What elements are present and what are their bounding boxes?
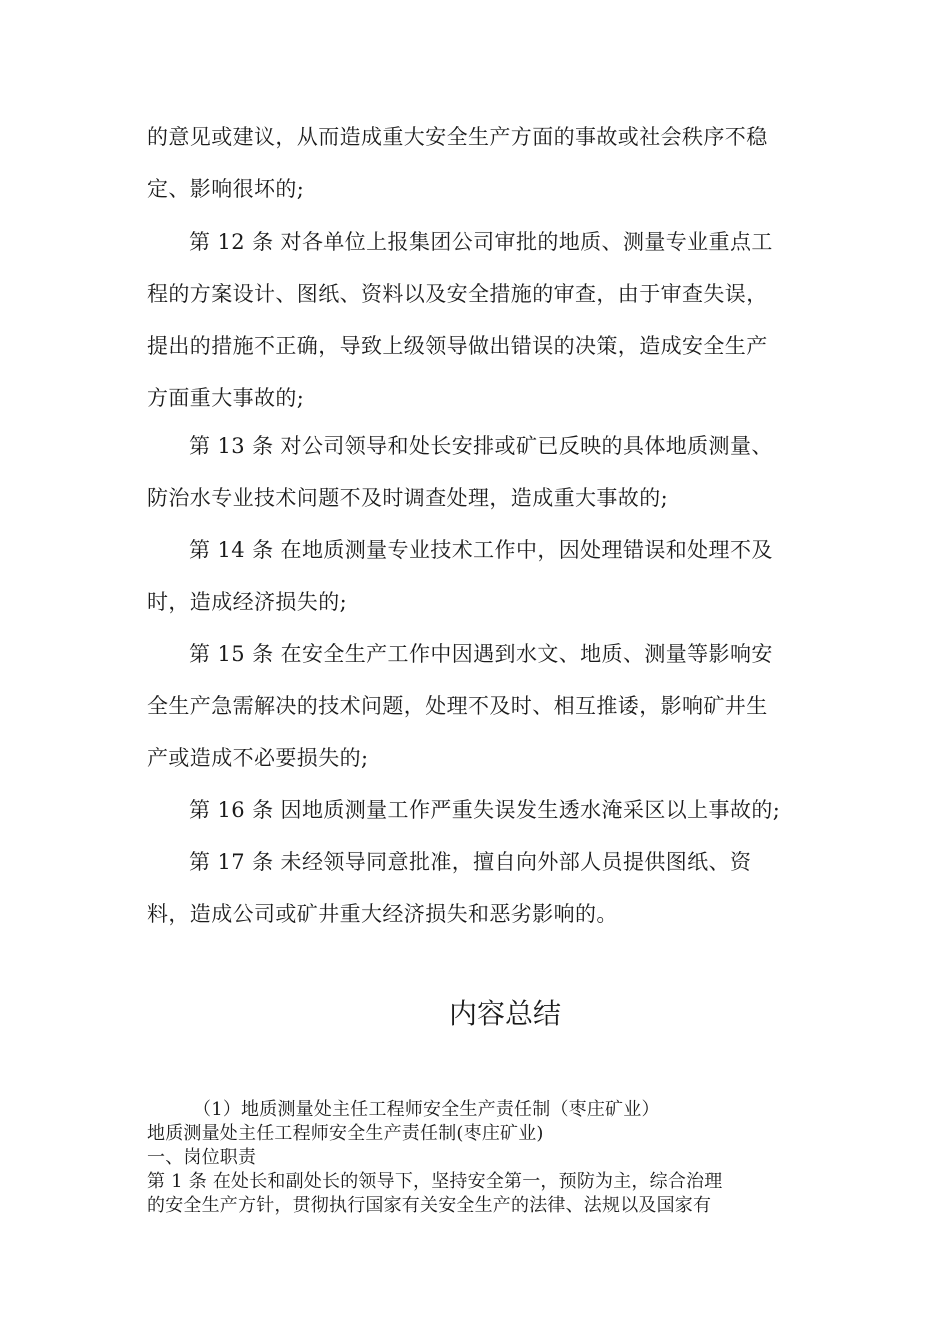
article-1-line: 第 1 条 在处长和副处长的领导下，坚持安全第一，预防为主，综合治理 — [147, 1171, 723, 1192]
paragraph-line: 产或造成不必要损失的; — [147, 746, 369, 770]
summary-subtitle: （1）地质测量处主任工程师安全生产责任制（枣庄矿业） — [193, 1099, 660, 1120]
paragraph-line: 的安全生产方针，贯彻执行国家有关安全生产的法律、法规以及国家有 — [147, 1195, 712, 1216]
paragraph-line: 定、影响很坏的; — [147, 177, 305, 201]
paragraph-line: 提出的措施不正确，导致上级领导做出错误的决策，造成安全生产 — [147, 334, 768, 358]
paragraph-line: 防治水专业技术问题不及时调查处理，造成重大事故的; — [147, 486, 669, 510]
article-13-line: 第 13 条 对公司领导和处长安排或矿已反映的具体地质测量、 — [189, 434, 773, 458]
paragraph-line: 时，造成经济损失的; — [147, 590, 348, 614]
article-14-line: 第 14 条 在地质测量专业技术工作中，因处理错误和处理不及 — [189, 538, 773, 562]
paragraph-line: 方面重大事故的; — [147, 386, 305, 410]
section-heading: 一、岗位职责 — [147, 1147, 257, 1168]
article-16-line: 第 16 条 因地质测量工作严重失误发生透水淹采区以上事故的; — [189, 798, 781, 822]
paragraph-line: 程的方案设计、图纸、资料以及安全措施的审查，由于审查失误， — [147, 282, 768, 306]
article-17-line: 第 17 条 未经领导同意批准，擅自向外部人员提供图纸、资 — [189, 850, 752, 874]
paragraph-line: 料，造成公司或矿井重大经济损失和恶劣影响的。 — [147, 902, 618, 926]
paragraph-line: 全生产急需解决的技术问题，处理不及时、相互推诿，影响矿井生 — [147, 694, 768, 718]
summary-heading: 内容总结 — [448, 997, 561, 1030]
paragraph-line: 的意见或建议，从而造成重大安全生产方面的事故或社会秩序不稳 — [147, 125, 768, 149]
article-15-line: 第 15 条 在安全生产工作中因遇到水文、地质、测量等影响安 — [189, 642, 773, 666]
article-12-line: 第 12 条 对各单位上报集团公司审批的地质、测量专业重点工 — [189, 230, 773, 254]
summary-title-line: 地质测量处主任工程师安全生产责任制(枣庄矿业) — [147, 1123, 544, 1144]
